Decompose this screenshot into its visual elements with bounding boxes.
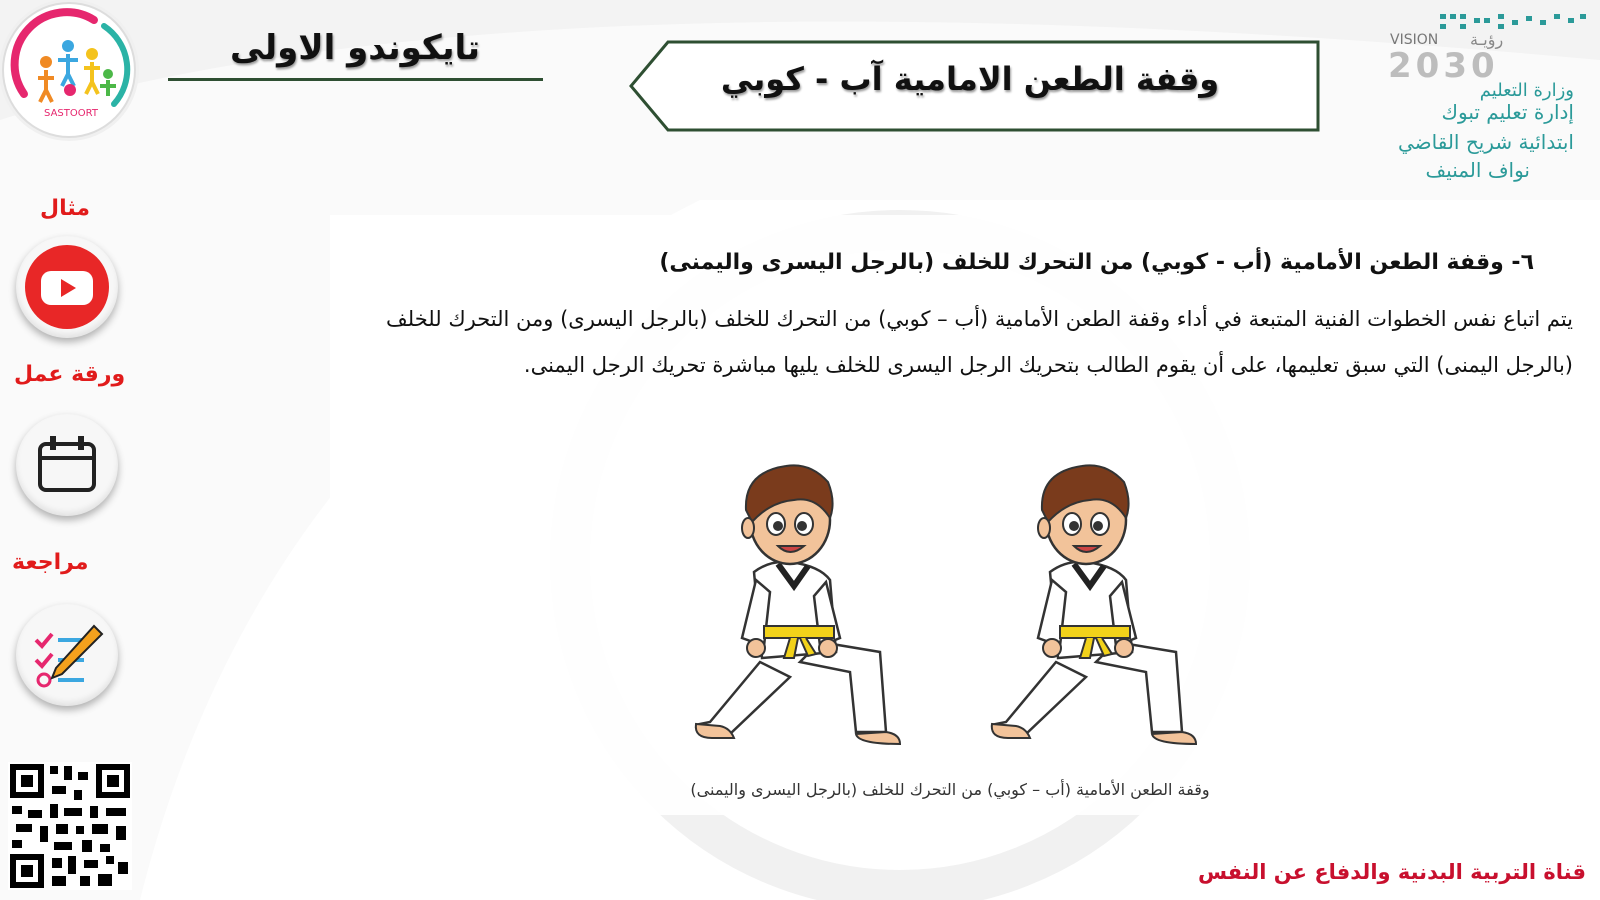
taekwondo-stance-illustration — [690, 462, 1230, 772]
worksheet-label: ورقة عمل — [14, 362, 126, 387]
checklist-pencil-icon — [28, 616, 106, 694]
vision-arabic-label: رؤيـة — [1470, 30, 1504, 49]
review-label: مراجعة — [12, 550, 89, 575]
teacher-name: نواف المنيف — [1425, 158, 1530, 182]
vision-year: 2030 — [1388, 46, 1499, 86]
section-paragraph: يتم اتباع نفس الخطوات الفنية المتبعة في أداء وقفة الطعن الأمامية (أب – كوبي) من التحرك للخلف (بالرجل اليسرى) ومن التحرك للخلف (بالرجل اليمنى) التي سبق تعليمها، على أن يقوم الطالب بتحريك الرجل اليسرى للخلف يليها مباشرة تحريك الرجل اليمنى. — [386, 307, 1573, 377]
channel-logo — [2, 2, 136, 138]
vision-dots-icon — [1440, 12, 1590, 32]
ministry-name: وزارة التعليم — [1479, 80, 1574, 101]
footer-channel-name: قناة التربية البدنية والدفاع عن النفس — [1198, 860, 1586, 884]
education-department: إدارة تعليم تبوك — [1441, 100, 1574, 124]
lesson-title: وقفة الطعن الامامية آب - كوبي — [720, 60, 1220, 98]
subject-title: تايكوندو الاولى — [229, 28, 481, 68]
review-button[interactable] — [16, 604, 118, 706]
school-name: ابتدائية شريح القاضي — [1397, 130, 1574, 154]
logo-text: SASTOORT — [44, 108, 98, 119]
qr-code-icon — [8, 762, 132, 890]
example-label: مثال — [40, 196, 90, 221]
section-heading: ٦- وقفة الطعن الأمامية (أب - كوبي) من التحرك للخلف (بالرجل اليسرى واليمنى) — [659, 250, 1534, 275]
example-video-button[interactable] — [16, 236, 118, 338]
youtube-icon — [24, 244, 110, 330]
calendar-icon — [32, 430, 102, 500]
subject-title-underline — [168, 78, 543, 81]
figure-caption: وقفة الطعن الأمامية (أب – كوبي) من التحرك للخلف (بالرجل اليسرى واليمنى) — [690, 780, 1210, 799]
vision-label: VISION — [1390, 32, 1439, 48]
worksheet-button[interactable] — [16, 414, 118, 516]
